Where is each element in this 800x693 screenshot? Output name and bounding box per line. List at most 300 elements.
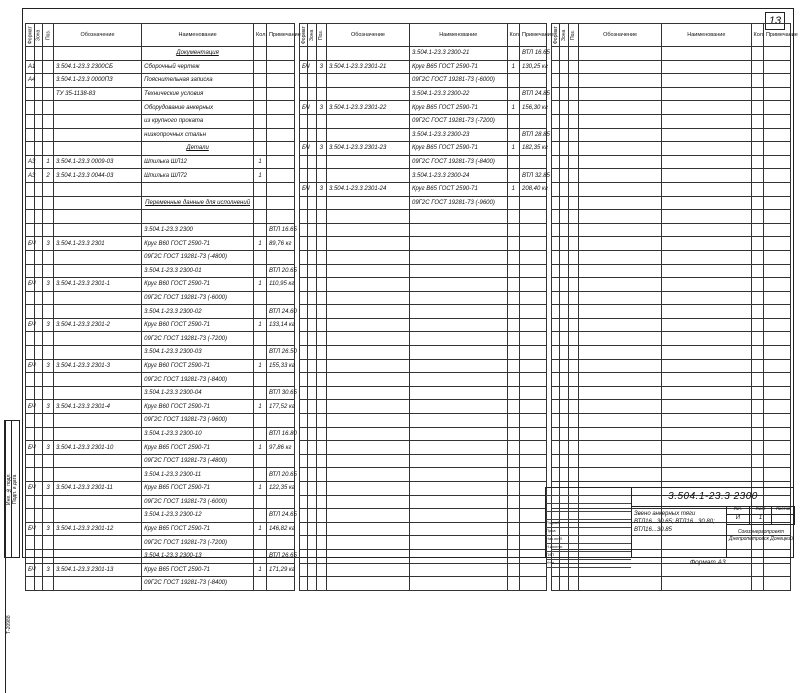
- cell-f: [26, 182, 35, 196]
- table-row: [300, 482, 547, 496]
- cell-z: [34, 74, 43, 88]
- cell-m: [763, 196, 790, 210]
- cell-z: [560, 386, 568, 400]
- cell-d: [53, 182, 141, 196]
- cell-f: А3: [26, 169, 35, 183]
- cell-z: [560, 427, 568, 441]
- cell-n: [662, 400, 751, 414]
- cell-z: [34, 128, 43, 142]
- cell-d: [326, 196, 409, 210]
- cell-n: [409, 536, 507, 550]
- cell-q: [751, 142, 763, 156]
- cell-n: [409, 386, 507, 400]
- cell-p: [568, 74, 578, 88]
- cell-d: [326, 549, 409, 563]
- cell-p: [316, 468, 326, 482]
- cell-p: [316, 400, 326, 414]
- cell-p: [316, 454, 326, 468]
- cell-q: 1: [254, 318, 267, 332]
- cell-p: [316, 291, 326, 305]
- cell-m: 89,76 кг: [266, 237, 294, 251]
- cell-d: [579, 237, 662, 251]
- cell-p: [316, 155, 326, 169]
- cell-p: 3: [316, 182, 326, 196]
- cell-f: [552, 114, 560, 128]
- cell-n: Документация: [142, 47, 254, 61]
- cell-n: [409, 305, 507, 319]
- cell-n: 09Г2С ГОСТ 19281-73 (-6000): [142, 291, 254, 305]
- table-row: [552, 332, 791, 346]
- table-row: [300, 47, 547, 61]
- cell-n: 3.504.1-23.3 2300-22: [409, 87, 507, 101]
- cell-n: 09Г2С ГОСТ 19281-73 (-4800): [142, 454, 254, 468]
- table-row: [26, 549, 295, 563]
- cell-n: [409, 346, 507, 360]
- cell-p: 1: [43, 155, 54, 169]
- cell-q: [751, 577, 763, 591]
- cell-d: 3.504.1-23.3 2301-13: [53, 563, 141, 577]
- cell-q: [507, 87, 519, 101]
- table-row: [26, 468, 295, 482]
- signature-grid: [546, 488, 632, 565]
- cell-z: [308, 114, 316, 128]
- cell-f: [300, 237, 308, 251]
- cell-d: [579, 47, 662, 61]
- cell-q: [507, 441, 519, 455]
- cell-q: [507, 264, 519, 278]
- header-format: Формат: [300, 24, 308, 47]
- cell-f: [26, 264, 35, 278]
- cell-f: [300, 536, 308, 550]
- cell-q: [751, 414, 763, 428]
- table-row: [26, 196, 295, 210]
- cell-p: [43, 536, 54, 550]
- cell-q: [507, 386, 519, 400]
- cell-d: 3.504.1-23.3 2301-21: [326, 60, 409, 74]
- table-row: [552, 400, 791, 414]
- cell-n: Круг В65 ГОСТ 2590-71: [409, 101, 507, 115]
- cell-q: [751, 182, 763, 196]
- signature-row: [546, 504, 631, 512]
- cell-d: [326, 318, 409, 332]
- cell-d: [579, 291, 662, 305]
- cell-p: [43, 210, 54, 224]
- cell-f: [300, 210, 308, 224]
- cell-q: [254, 332, 267, 346]
- cell-p: [568, 454, 578, 468]
- cell-z: [34, 114, 43, 128]
- cell-d: 3.504.1-23.3 2301-3: [53, 359, 141, 373]
- cell-m: [763, 400, 790, 414]
- cell-n: Круг В60 ГОСТ 2590-71: [142, 318, 254, 332]
- cell-n: 09Г2С ГОСТ 19281-73 (-8400): [142, 577, 254, 591]
- cell-f: [300, 400, 308, 414]
- cell-d: 3.504.1-23.3 2301: [53, 237, 141, 251]
- cell-z: [308, 536, 316, 550]
- cell-n: 09Г2С ГОСТ 19281-73 (-7200): [142, 332, 254, 346]
- table-row: [26, 264, 295, 278]
- cell-m: [519, 223, 546, 237]
- cell-m: ВТЛ 16.65: [519, 47, 546, 61]
- cell-m: 155,33 кг: [266, 359, 294, 373]
- cell-f: [552, 223, 560, 237]
- cell-d: [579, 346, 662, 360]
- cell-z: [34, 60, 43, 74]
- cell-m: ВТЛ 16.65: [266, 223, 294, 237]
- cell-f: [552, 332, 560, 346]
- cell-z: [560, 142, 568, 156]
- table-row: [552, 318, 791, 332]
- cell-q: [254, 346, 267, 360]
- cell-p: [316, 169, 326, 183]
- cell-p: [43, 74, 54, 88]
- cell-d: [326, 414, 409, 428]
- cell-m: [763, 305, 790, 319]
- cell-d: [579, 155, 662, 169]
- signature-row: [546, 496, 631, 504]
- cell-n: [409, 237, 507, 251]
- table-row: [26, 87, 295, 101]
- cell-d: [326, 536, 409, 550]
- header-zone: Зона: [34, 24, 43, 47]
- cell-n: [662, 223, 751, 237]
- document-code: 3.504.1-23.3 2300: [632, 490, 794, 507]
- cell-q: [507, 210, 519, 224]
- table-row: [26, 427, 295, 441]
- table-row: [552, 169, 791, 183]
- cell-d: [53, 427, 141, 441]
- table-row: [552, 468, 791, 482]
- cell-q: [254, 427, 267, 441]
- cell-n: [662, 373, 751, 387]
- cell-f: [300, 318, 308, 332]
- cell-m: [763, 169, 790, 183]
- cell-p: [43, 291, 54, 305]
- table-row: [552, 47, 791, 61]
- cell-m: [763, 346, 790, 360]
- cell-m: [519, 250, 546, 264]
- table-row: [300, 454, 547, 468]
- cell-z: [308, 482, 316, 496]
- table-row: [26, 101, 295, 115]
- cell-z: [308, 509, 316, 523]
- cell-q: 1: [254, 400, 267, 414]
- header-qty: Кол.: [254, 24, 267, 47]
- table-row: [26, 169, 295, 183]
- cell-n: 09Г2С ГОСТ 19281-73 (-8400): [142, 373, 254, 387]
- cell-d: 3.504.1-23.3 2301-2: [53, 318, 141, 332]
- cell-d: 3.504.1-23.3 2301-11: [53, 482, 141, 496]
- cell-d: [53, 509, 141, 523]
- cell-q: [507, 196, 519, 210]
- signature-row: [546, 512, 631, 520]
- cell-p: [43, 128, 54, 142]
- cell-f: [26, 495, 35, 509]
- cell-z: [560, 414, 568, 428]
- cell-n: Круг В65 ГОСТ 2590-71: [142, 522, 254, 536]
- cell-n: 3.504.1-23.3 2300-21: [409, 47, 507, 61]
- cell-m: [519, 536, 546, 550]
- cell-d: [579, 250, 662, 264]
- cell-f: [552, 74, 560, 88]
- table-row: [300, 210, 547, 224]
- cell-m: [266, 495, 294, 509]
- cell-p: [316, 441, 326, 455]
- cell-n: 3.504.1-23.3 2300-13: [142, 549, 254, 563]
- cell-n: 3.504.1-23.3 2300-11: [142, 468, 254, 482]
- table-row: [300, 536, 547, 550]
- cell-f: [552, 237, 560, 251]
- cell-q: [507, 563, 519, 577]
- cell-q: [254, 128, 267, 142]
- header-note: Примечание: [519, 24, 546, 47]
- cell-m: 156,30 кг: [519, 101, 546, 115]
- table-row: [26, 359, 295, 373]
- cell-z: [560, 196, 568, 210]
- cell-n: 3.504.1-23.3 2300-03: [142, 346, 254, 360]
- cell-n: 3.504.1-23.3 2300-12: [142, 509, 254, 523]
- cell-q: 1: [507, 182, 519, 196]
- cell-n: 3.504.1-23.3 2300-10: [142, 427, 254, 441]
- cell-n: [409, 359, 507, 373]
- cell-n: [409, 509, 507, 523]
- cell-m: ВТЛ 16.80: [266, 427, 294, 441]
- document-title: Звено анкерных тяги ВТЛ16...30.65; ВТЛ16...30.80; ВТЛ16...30.85: [634, 511, 715, 533]
- cell-p: [568, 182, 578, 196]
- table-row: [26, 114, 295, 128]
- stage-value: И: [727, 515, 750, 524]
- table-row: [26, 400, 295, 414]
- table-row: [300, 563, 547, 577]
- cell-m: [266, 128, 294, 142]
- cell-n: [142, 182, 254, 196]
- cell-z: [308, 400, 316, 414]
- cell-z: [308, 291, 316, 305]
- table-row: [552, 414, 791, 428]
- cell-q: [507, 291, 519, 305]
- table-row: [300, 278, 547, 292]
- cell-n: [409, 441, 507, 455]
- cell-p: [316, 305, 326, 319]
- cell-f: [300, 250, 308, 264]
- cell-m: [763, 264, 790, 278]
- cell-d: [579, 373, 662, 387]
- cell-q: [507, 414, 519, 428]
- cell-f: БЧ: [26, 482, 35, 496]
- cell-q: [751, 427, 763, 441]
- table-row: [300, 359, 547, 373]
- cell-n: [662, 196, 751, 210]
- cell-f: [300, 468, 308, 482]
- signature-row: Разраб.: [546, 520, 631, 528]
- cell-n: [662, 169, 751, 183]
- cell-q: [507, 577, 519, 591]
- cell-f: [300, 386, 308, 400]
- table-row: [552, 101, 791, 115]
- cell-p: [316, 536, 326, 550]
- cell-n: 3.504.1-23.3 2300-01: [142, 264, 254, 278]
- cell-q: [507, 128, 519, 142]
- cell-q: [254, 509, 267, 523]
- cell-p: [316, 495, 326, 509]
- cell-d: [326, 278, 409, 292]
- cell-q: [507, 454, 519, 468]
- cell-m: [763, 373, 790, 387]
- cell-q: [751, 291, 763, 305]
- cell-n: 09Г2С ГОСТ 19281-73 (-6000): [142, 495, 254, 509]
- cell-z: [34, 169, 43, 183]
- cell-d: [579, 278, 662, 292]
- cell-p: [316, 482, 326, 496]
- cell-f: [552, 400, 560, 414]
- cell-z: [560, 441, 568, 455]
- table-row: [300, 169, 547, 183]
- cell-m: [763, 454, 790, 468]
- cell-z: [308, 563, 316, 577]
- cell-f: [552, 291, 560, 305]
- table-row: [552, 196, 791, 210]
- cell-p: [568, 577, 578, 591]
- cell-m: [763, 74, 790, 88]
- cell-n: [409, 250, 507, 264]
- cell-q: [254, 114, 267, 128]
- cell-z: [560, 454, 568, 468]
- table-row: [26, 305, 295, 319]
- header-pos: Поз.: [316, 24, 326, 47]
- cell-f: [26, 549, 35, 563]
- cell-p: [43, 47, 54, 61]
- cell-m: 133,14 кг: [266, 318, 294, 332]
- cell-z: [560, 318, 568, 332]
- table-row: [300, 346, 547, 360]
- cell-q: [254, 196, 267, 210]
- cell-n: 09Г2С ГОСТ 19281-73 (-9600): [409, 196, 507, 210]
- cell-m: [519, 264, 546, 278]
- cell-f: БЧ: [300, 101, 308, 115]
- cell-q: [751, 454, 763, 468]
- cell-q: [507, 237, 519, 251]
- cell-d: [579, 101, 662, 115]
- cell-n: [409, 577, 507, 591]
- cell-p: [43, 60, 54, 74]
- cell-m: 208,40 кг: [519, 182, 546, 196]
- cell-m: [266, 196, 294, 210]
- cell-q: [507, 250, 519, 264]
- cell-q: [751, 210, 763, 224]
- cell-f: [552, 441, 560, 455]
- cell-f: [552, 468, 560, 482]
- cell-p: [43, 196, 54, 210]
- cell-d: [53, 414, 141, 428]
- cell-z: [34, 509, 43, 523]
- inv-number: Т-20988: [5, 557, 11, 693]
- cell-d: [579, 359, 662, 373]
- table-row: [26, 128, 295, 142]
- cell-n: Круг В60 ГОСТ 2590-71: [142, 237, 254, 251]
- cell-m: [266, 142, 294, 156]
- cell-z: [308, 522, 316, 536]
- cell-d: [579, 414, 662, 428]
- cell-n: Круг В65 ГОСТ 2590-71: [142, 482, 254, 496]
- cell-m: [266, 414, 294, 428]
- cell-d: [326, 332, 409, 346]
- cell-d: [326, 47, 409, 61]
- cell-z: [308, 223, 316, 237]
- header-zone: Зона: [560, 24, 568, 47]
- cell-n: [662, 291, 751, 305]
- cell-f: [552, 305, 560, 319]
- cell-f: [552, 454, 560, 468]
- cell-f: [26, 250, 35, 264]
- table-row: [26, 563, 295, 577]
- cell-f: [300, 264, 308, 278]
- cell-z: [560, 87, 568, 101]
- cell-f: [552, 182, 560, 196]
- cell-z: [308, 278, 316, 292]
- cell-n: [409, 522, 507, 536]
- cell-n: Круг В65 ГОСТ 2590-71: [142, 441, 254, 455]
- cell-d: [326, 210, 409, 224]
- cell-p: [568, 414, 578, 428]
- cell-p: [316, 210, 326, 224]
- cell-f: [300, 522, 308, 536]
- cell-f: [552, 359, 560, 373]
- cell-z: [34, 87, 43, 101]
- cell-p: [43, 305, 54, 319]
- cell-f: А1: [26, 60, 35, 74]
- cell-z: [34, 427, 43, 441]
- cell-z: [308, 264, 316, 278]
- cell-z: [34, 250, 43, 264]
- cell-p: [43, 414, 54, 428]
- table-row: [552, 427, 791, 441]
- cell-m: ВТЛ 24.65: [266, 509, 294, 523]
- cell-m: [266, 74, 294, 88]
- cell-f: [26, 509, 35, 523]
- cell-z: [308, 332, 316, 346]
- cell-d: 3.504.1-23.3 2301-4: [53, 400, 141, 414]
- cell-q: 1: [254, 359, 267, 373]
- cell-d: [326, 155, 409, 169]
- table-row: [26, 47, 295, 61]
- cell-p: [316, 196, 326, 210]
- cell-n: [409, 468, 507, 482]
- cell-p: [568, 386, 578, 400]
- cell-d: 3.504.1-23.3 0044-03: [53, 169, 141, 183]
- cell-f: [26, 196, 35, 210]
- cell-p: [316, 509, 326, 523]
- table-row: [26, 210, 295, 224]
- cell-z: [34, 264, 43, 278]
- cell-m: [519, 522, 546, 536]
- cell-d: [579, 210, 662, 224]
- table-row: [26, 318, 295, 332]
- cell-p: [43, 509, 54, 523]
- cell-q: [751, 264, 763, 278]
- cell-n: [142, 210, 254, 224]
- cell-q: [507, 400, 519, 414]
- cell-z: [34, 101, 43, 115]
- table-row: [26, 332, 295, 346]
- cell-d: [326, 386, 409, 400]
- cell-d: [53, 101, 141, 115]
- cell-p: [316, 47, 326, 61]
- table-row: [300, 318, 547, 332]
- table-row: [26, 454, 295, 468]
- cell-f: [26, 332, 35, 346]
- cell-n: [662, 210, 751, 224]
- header-designation: Обозначение: [579, 24, 662, 47]
